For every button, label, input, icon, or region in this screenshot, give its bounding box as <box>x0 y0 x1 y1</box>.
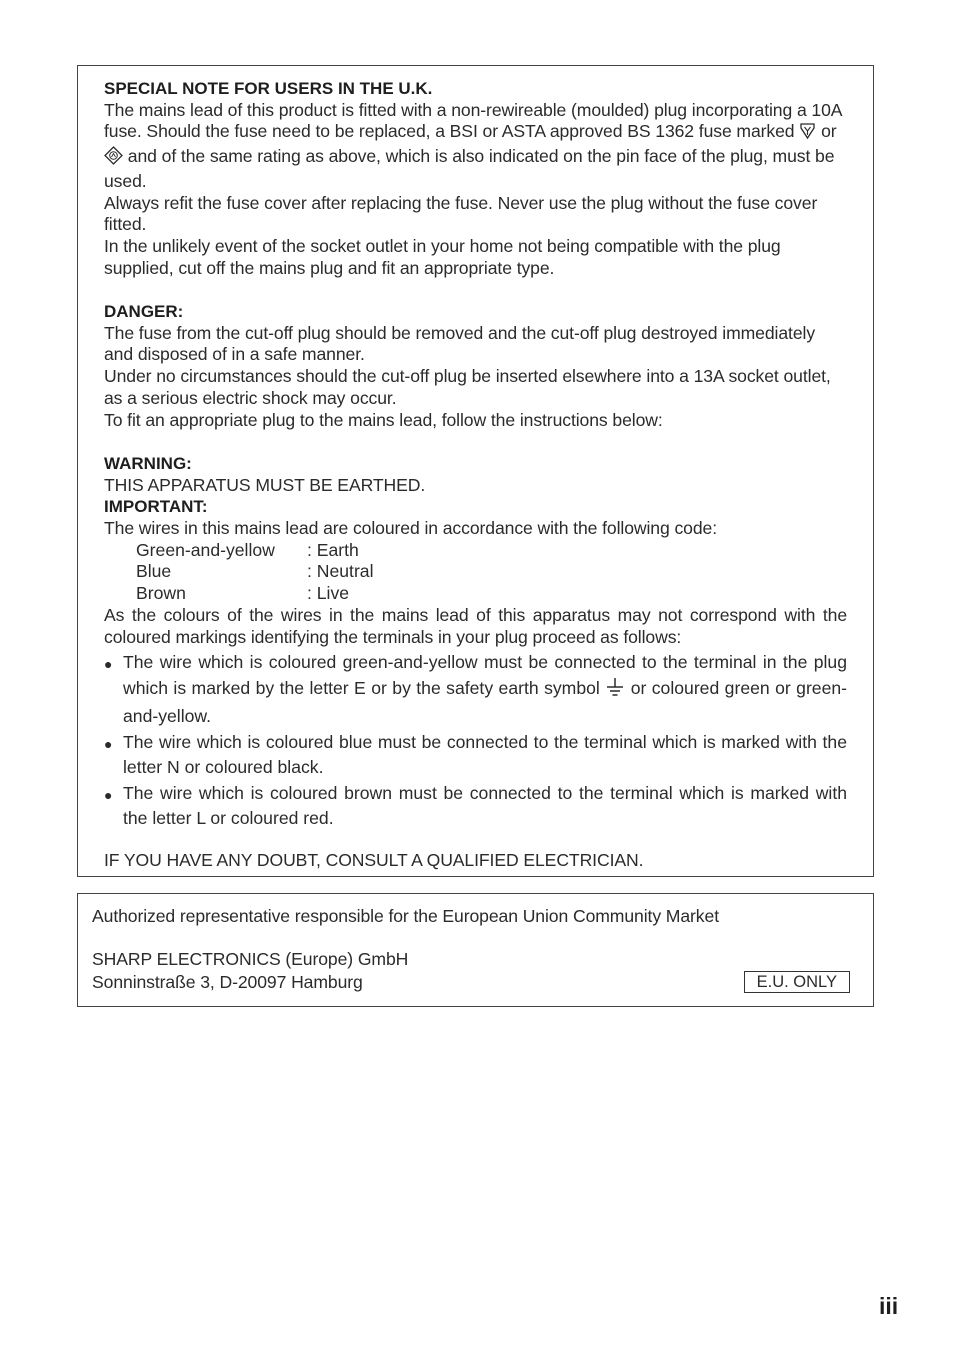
earth-symbol-icon <box>605 677 625 705</box>
bullet-icon: ● <box>104 735 113 752</box>
earth-instruction-text-b: or coloured green or green-and-yellow. <box>123 677 848 727</box>
uk-note-paragraph-socket: In the unlikely event of the socket outlet in your home not being compatible with the plug supplied, cut off the mains plug and fit an appropriate type. <box>104 235 781 278</box>
neutral-instruction-text: The wire which is coloured blue must be connected to the terminal which is marked with the letter N or coloured black. <box>123 731 847 778</box>
bullet-icon: ● <box>104 656 113 673</box>
eu-representative-line: Authorized representative responsible for the European Union Community Market <box>92 906 719 926</box>
warning-text: THIS APPARATUS MUST BE EARTHED. <box>104 474 426 495</box>
eu-only-badge: E.U. ONLY <box>744 971 850 993</box>
eu-representative-box <box>77 893 874 1007</box>
wire-colour: Green-and-yellow <box>136 539 275 560</box>
bullet-icon: ● <box>104 786 113 803</box>
wiring-instructions-list <box>104 650 847 832</box>
important-heading: IMPORTANT: <box>104 497 208 517</box>
earth-instruction-text-a: The wire which is coloured green-and-yellow must be connected to the terminal in the plug which is marked by the letter E or by the safety earth symbol <box>123 652 847 698</box>
uk-note-heading: SPECIAL NOTE FOR USERS IN THE U.K. <box>104 79 433 98</box>
uk-safety-notice-box <box>77 65 874 877</box>
danger-heading: DANGER: <box>104 302 184 322</box>
live-instruction-text: The wire which is coloured brown must be connected to the terminal which is marked with the letter L or coloured red. <box>123 782 847 829</box>
wiring-instruction-live <box>104 781 847 832</box>
wire-meaning: : Neutral <box>307 561 374 582</box>
wire-code-row <box>136 561 847 583</box>
wiring-instruction-earth <box>104 650 847 730</box>
uk-note-or-text: or <box>821 121 837 142</box>
bsi-kitemark-icon <box>799 122 816 146</box>
wire-colour-code-list <box>104 540 847 605</box>
page-number: iii <box>879 1293 899 1319</box>
uk-note-fuse-text-a: The mains lead of this product is fitted with a non-rewireable (moulded) plug incorporating a 10A fuse. Should the fuse need to be replaced, a BSI or ASTA approved BS 1362 fuse marked <box>104 99 842 142</box>
wire-meaning: : Earth <box>307 539 359 560</box>
wire-code-row <box>136 540 847 562</box>
wire-colour: Brown <box>136 583 186 604</box>
important-intro: The wires in this mains lead are coloured in accordance with the following code: <box>104 518 717 539</box>
consult-electrician-note: IF YOU HAVE ANY DOUBT, CONSULT A QUALIFIED ELECTRICIAN. <box>104 849 644 870</box>
uk-note-paragraph-fuse <box>104 100 847 193</box>
danger-paragraph-3: To fit an appropriate plug to the mains lead, follow the instructions below: <box>104 409 663 430</box>
uk-note-fuse-text-b: and of the same rating as above, which is also indicated on the pin face of the plug, must be used. <box>104 146 835 191</box>
wire-colour: Blue <box>136 561 172 582</box>
eu-company-address: Sonninstraße 3, D-20097 Hamburg <box>92 972 363 993</box>
danger-paragraph-1: The fuse from the cut-off plug should be removed and the cut-off plug destroyed immediately and disposed of in a safe manner. <box>104 322 816 365</box>
danger-paragraph-2: Under no circumstances should the cut-off plug be inserted elsewhere into a 13A socket outlet, as a serious electric shock may occur. <box>104 366 831 408</box>
eu-company-name: SHARP ELECTRONICS (Europe) GmbH <box>92 949 409 970</box>
warning-heading: WARNING: <box>104 453 192 473</box>
asta-mark-icon <box>104 146 123 171</box>
uk-note-paragraph-cover: Always refit the fuse cover after replacing the fuse. Never use the plug without the fuse cover fitted. <box>104 192 818 235</box>
important-paragraph: As the colours of the wires in the mains lead of this apparatus may not correspond with the coloured markings identifying the terminals in your plug proceed as follows: <box>104 604 847 647</box>
wire-code-row <box>136 583 847 605</box>
wiring-instruction-neutral <box>104 730 847 781</box>
wire-meaning: : Live <box>307 583 350 604</box>
